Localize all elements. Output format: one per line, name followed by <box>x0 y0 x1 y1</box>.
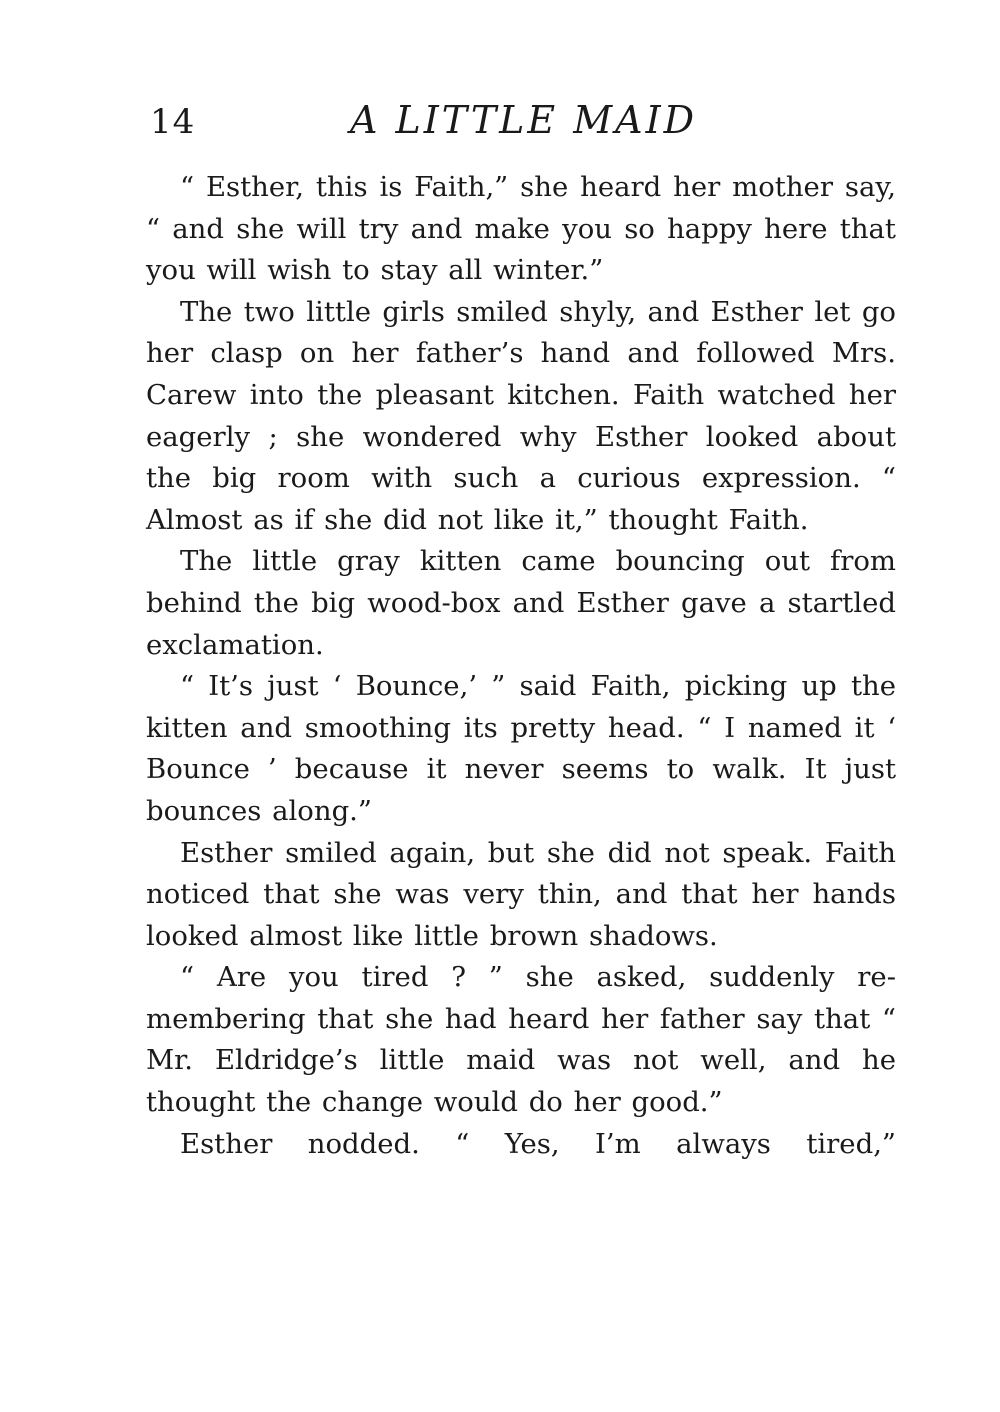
paragraph: Esther smiled again, but she did not speak. Faith noticed that she was very thin, and that her hands looked almost like little brown shadows. <box>146 836 896 952</box>
paragraph: “ Are you tired ? ” she asked, suddenly remembering that she had heard her father say that “ Mr. Eldridge’s little maid was not well, and he thought the change would do her good.” <box>146 961 896 1119</box>
body-text <box>146 167 896 1165</box>
running-title: A LITTLE MAID <box>350 98 698 142</box>
page-header <box>146 96 906 156</box>
paragraph: The two little girls smiled shyly, and Esther let go her clasp on her father’s hand and followed Mrs. Carew into the pleasant kitchen. Faith watched her eagerly ; she wondered why Esther looked about the big room with such a curious expression. “ Almost as if she did not like it,” thought Faith. <box>146 295 896 536</box>
paragraph: “ Esther, this is Faith,” she heard her mother say, “ and she will try and make you so happy here that you will wish to stay all winter.” <box>146 171 896 287</box>
paragraph: Esther nodded. “ Yes, I’m always tired,” <box>180 1127 896 1160</box>
page-number: 14 <box>150 102 196 142</box>
paragraph: “ It’s just ‘ Bounce,’ ” said Faith, picking up the kitten and smoothing its pretty head. “ I named it ‘ Bounce ’ because it never seems to walk. It just bounces along.” <box>146 670 896 827</box>
paragraph: The little gray kitten came bouncing out from behind the big wood-box and Esther gave a startled exclamation. <box>146 545 896 661</box>
